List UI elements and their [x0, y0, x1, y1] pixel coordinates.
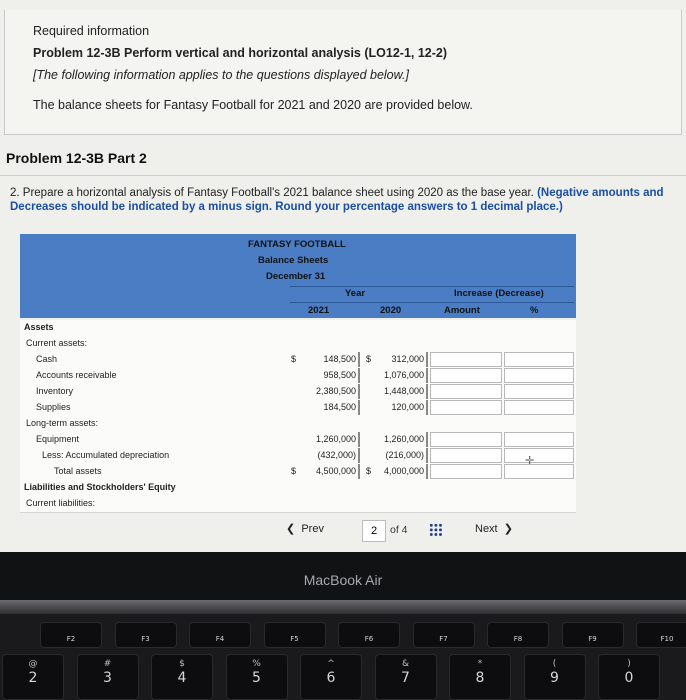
- cell-border: [426, 400, 428, 415]
- key-label: F10: [660, 635, 674, 643]
- cell-border: [358, 400, 360, 415]
- key-label: F5: [290, 635, 299, 643]
- number-key[interactable]: [375, 654, 437, 700]
- cell-border: [426, 384, 428, 399]
- key-label: F2: [66, 635, 76, 643]
- statement-name: Balance Sheets: [258, 255, 329, 266]
- key-symbol: $: [179, 659, 185, 669]
- key-number: 2: [28, 670, 38, 686]
- statement-date: December 31: [266, 271, 326, 282]
- value-2021: 1,260,000: [315, 434, 356, 444]
- function-key[interactable]: [115, 622, 177, 648]
- value-2021: (432,000): [317, 450, 356, 460]
- value-2020: 120,000: [391, 402, 424, 412]
- required-label: Required information: [33, 24, 150, 38]
- key-label: F4: [215, 635, 225, 643]
- amount-input[interactable]: [430, 432, 502, 447]
- value-2021: 4,500,000: [315, 466, 356, 476]
- row-label: Current assets:: [26, 338, 88, 348]
- table-row: [20, 448, 576, 465]
- cell-border: [426, 448, 428, 463]
- table-header: [20, 234, 576, 318]
- cell-border: [426, 352, 428, 367]
- dollar-sign: $: [366, 354, 372, 364]
- value-2021: 958,500: [323, 370, 356, 380]
- number-key[interactable]: [598, 654, 660, 700]
- value-2021: 148,500: [323, 354, 356, 364]
- function-key[interactable]: [189, 622, 251, 648]
- percent-input[interactable]: [504, 352, 574, 367]
- dollar-sign: $: [366, 466, 372, 476]
- key-number: 4: [177, 670, 187, 686]
- instruction-text: 2. Prepare a horizontal analysis of Fantasy Football's 2021 balance sheet using 2020 as the base year.: [10, 187, 538, 199]
- percent-header: %: [530, 305, 539, 316]
- laptop-hinge: [0, 600, 686, 614]
- function-key[interactable]: [413, 622, 475, 648]
- row-label: Long-term assets:: [26, 418, 99, 428]
- cell-border: [358, 448, 360, 463]
- increase-header: Increase (Decrease): [454, 288, 544, 299]
- cell-border: [426, 432, 428, 447]
- number-key[interactable]: [2, 654, 64, 700]
- percent-input[interactable]: [504, 400, 574, 415]
- number-key[interactable]: [449, 654, 511, 700]
- row-label: Equipment: [36, 434, 80, 444]
- row-label: Liabilities and Stockholders' Equity: [24, 482, 176, 492]
- key-symbol: &: [401, 659, 410, 669]
- function-key[interactable]: [636, 622, 686, 648]
- applies-note: [The following information applies to the questions displayed below.]: [33, 68, 409, 82]
- row-label: Assets: [24, 322, 54, 332]
- balance-sheet-table: [20, 234, 576, 514]
- header-rule: [290, 302, 574, 303]
- col-2021-header: 2021: [308, 305, 330, 316]
- row-label: Inventory: [36, 386, 74, 396]
- divider: [0, 175, 686, 176]
- part-title: Problem 12-3B Part 2: [6, 150, 147, 166]
- row-label: Cash: [36, 354, 58, 364]
- cell-border: [426, 368, 428, 383]
- amount-input[interactable]: [430, 464, 502, 479]
- page-number-select[interactable]: 2: [362, 520, 386, 542]
- key-symbol: (: [552, 659, 557, 669]
- amount-input[interactable]: [430, 384, 502, 399]
- laptop-brand: MacBook Air: [303, 572, 383, 588]
- col-2020-header: 2020: [380, 305, 402, 316]
- row-label: Less: Accumulated depreciation: [42, 450, 170, 460]
- key-number: 0: [624, 670, 634, 686]
- key-symbol: @: [28, 659, 38, 669]
- key-symbol: #: [103, 659, 112, 669]
- required-info-box: [4, 10, 682, 135]
- table-row: [20, 432, 576, 449]
- table-row: [20, 464, 576, 481]
- intro-text: The balance sheets for Fantasy Football for 2021 and 2020 are provided below.: [33, 98, 473, 112]
- key-symbol: %: [252, 659, 261, 669]
- row-label: Accounts receivable: [36, 370, 117, 380]
- cell-border: [358, 464, 360, 479]
- function-key[interactable]: [562, 622, 624, 648]
- table-row: [20, 480, 576, 497]
- row-label: Total assets: [54, 466, 102, 476]
- prev-label: Prev: [301, 523, 324, 535]
- key-number: 9: [550, 670, 559, 686]
- header-rule: [290, 286, 574, 287]
- value-2020: 1,260,000: [383, 434, 424, 444]
- instruction-note: (Negative amounts and Decreases should be indicated by a minus sign. Round your percentage answers to 1 decimal place.): [10, 187, 664, 213]
- key-number: 3: [103, 670, 112, 686]
- cell-border: [358, 432, 360, 447]
- function-key[interactable]: [40, 622, 102, 648]
- row-label: Current liabilities:: [26, 498, 96, 508]
- value-2021: 2,380,500: [315, 386, 356, 396]
- key-label: F9: [588, 635, 597, 643]
- key-symbol: *: [477, 659, 483, 669]
- value-2020: 4,000,000: [383, 466, 424, 476]
- key-number: 6: [326, 670, 336, 686]
- number-key[interactable]: [77, 654, 139, 700]
- prev-button[interactable]: ❮ Prev: [286, 523, 324, 535]
- key-number: 8: [475, 670, 485, 686]
- year-header: Year: [345, 288, 366, 299]
- key-label: F3: [141, 635, 150, 643]
- row-label: Supplies: [36, 402, 71, 412]
- percent-input[interactable]: [504, 368, 574, 383]
- key-number: 7: [401, 670, 410, 686]
- amount-header: Amount: [444, 305, 480, 316]
- value-2021: 184,500: [323, 402, 356, 412]
- percent-input[interactable]: [504, 432, 574, 447]
- cell-border: [358, 352, 360, 367]
- key-label: F6: [364, 635, 374, 643]
- table-row: [20, 416, 576, 433]
- cell-border: [358, 384, 360, 399]
- instruction: [10, 186, 678, 214]
- table-row: [20, 368, 576, 385]
- key-symbol: ^: [327, 659, 335, 669]
- keyboard: [0, 614, 686, 700]
- number-key[interactable]: [524, 654, 586, 700]
- table-row: [20, 320, 576, 337]
- key-number: 5: [252, 670, 261, 686]
- dollar-sign: $: [291, 354, 297, 364]
- number-key[interactable]: [226, 654, 288, 700]
- value-2020: 1,448,000: [383, 386, 424, 396]
- cursor-icon: ✛: [525, 455, 535, 467]
- amount-input[interactable]: [430, 368, 502, 383]
- table-row: [20, 336, 576, 353]
- table-row: [20, 352, 576, 369]
- page-count: of 4: [390, 524, 408, 536]
- key-label: F8: [513, 635, 523, 643]
- percent-input[interactable]: [504, 384, 574, 399]
- number-key[interactable]: [151, 654, 213, 700]
- function-key[interactable]: [487, 622, 549, 648]
- amount-input[interactable]: [430, 352, 502, 367]
- key-label: F7: [439, 635, 448, 643]
- value-2020: 1,076,000: [383, 370, 424, 380]
- cell-border: [426, 464, 428, 479]
- cell-border: [358, 368, 360, 383]
- value-2020: 312,000: [391, 354, 424, 364]
- next-button[interactable]: Next ❯: [475, 523, 513, 535]
- table-row: [20, 384, 576, 401]
- percent-input[interactable]: [504, 464, 574, 479]
- table-row: [20, 496, 576, 513]
- function-key[interactable]: [338, 622, 400, 648]
- key-symbol: ): [627, 659, 631, 669]
- number-key[interactable]: [300, 654, 362, 700]
- function-key[interactable]: [264, 622, 326, 648]
- dollar-sign: $: [291, 466, 297, 476]
- amount-input[interactable]: [430, 448, 502, 463]
- percent-input[interactable]: [504, 448, 574, 463]
- value-2020: (216,000): [385, 450, 424, 460]
- company-name: FANTASY FOOTBALL: [248, 239, 346, 250]
- amount-input[interactable]: [430, 400, 502, 415]
- grid-icon[interactable]: [429, 523, 443, 537]
- next-label: Next: [475, 523, 498, 535]
- table-row: [20, 400, 576, 417]
- problem-title: Problem 12-3B Perform vertical and horizontal analysis (LO12-1, 12-2): [33, 46, 448, 60]
